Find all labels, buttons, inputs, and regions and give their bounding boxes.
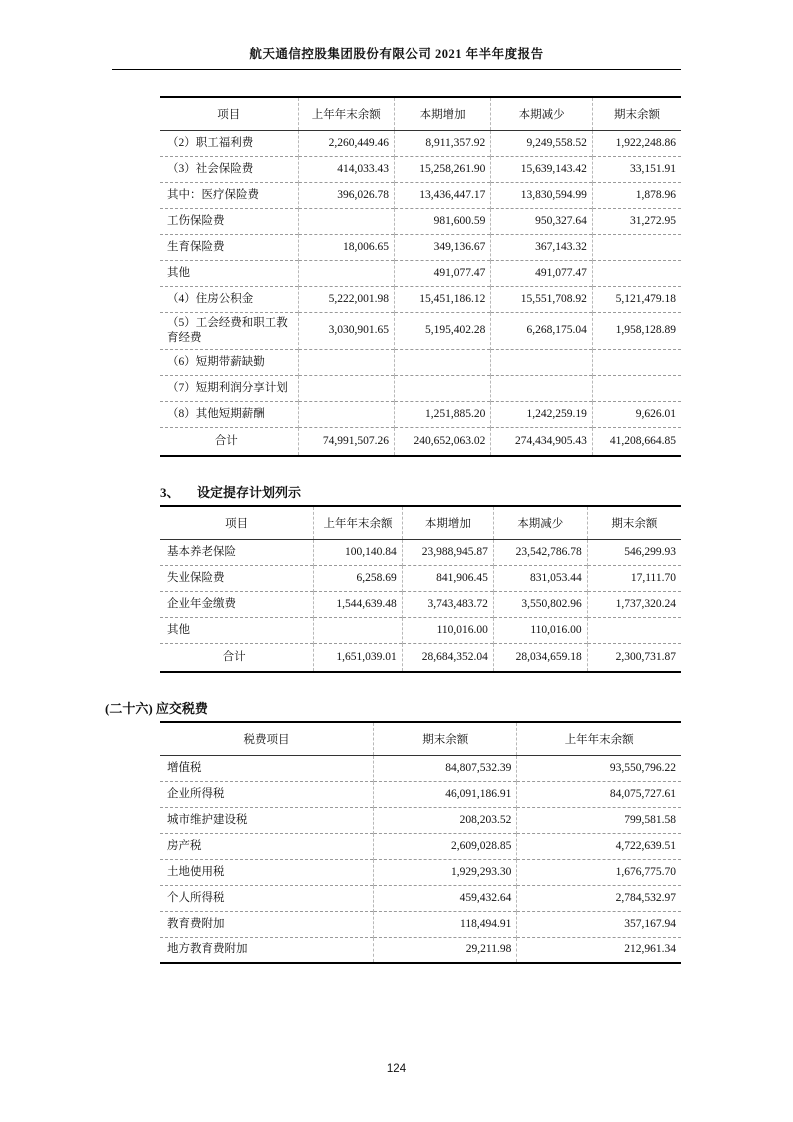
cell-value: 3,030,901.65 (298, 312, 394, 349)
cell-value: 93,550,796.22 (517, 755, 681, 781)
row-label: （8）其他短期薪酬 (160, 401, 298, 427)
cell-value: 23,542,786.78 (493, 539, 587, 565)
row-label: 基本养老保险 (167, 545, 236, 558)
cell-value: 2,260,449.46 (298, 130, 394, 156)
cell-value: 208,203.52 (374, 807, 517, 833)
table-row (160, 234, 681, 260)
cell-value: 33,151.91 (592, 156, 681, 182)
cell-value: 491,077.47 (394, 260, 490, 286)
section-heading-taxes-payable: (二十六) 应交税费 (105, 701, 208, 716)
cell-value (314, 617, 403, 643)
cell-value: 110,016.00 (493, 617, 587, 643)
cell-value: 546,299.93 (587, 539, 681, 565)
cell-value: 274,434,905.43 (491, 427, 593, 456)
column-header: 期末余额 (374, 722, 517, 755)
column-header: 本期减少 (491, 97, 593, 130)
total-row (160, 643, 681, 672)
cell-value: 5,121,479.18 (592, 286, 681, 312)
cell-value: 84,075,727.61 (517, 781, 681, 807)
header-rule (112, 69, 681, 70)
table-row (160, 260, 681, 286)
taxes-payable-table (160, 721, 681, 964)
cell-value (592, 234, 681, 260)
cell-value: 2,300,731.87 (587, 643, 681, 672)
row-label: 失业保险费 (160, 565, 314, 591)
row-label: 个人所得税 (160, 885, 374, 911)
column-header: 税费项目 (160, 722, 374, 755)
page-number: 124 (386, 1063, 407, 1075)
row-label: （4）住房公积金 (160, 286, 298, 312)
cell-value (394, 375, 490, 401)
cell-value: 84,807,532.39 (374, 755, 517, 781)
table-row (160, 937, 681, 963)
row-label: 企业所得税 (160, 781, 374, 807)
cell-value: 23,988,945.87 (402, 539, 493, 565)
column-header: 上年年末余额 (298, 97, 394, 130)
cell-value: 8,911,357.92 (394, 130, 490, 156)
cell-value: 4,722,639.51 (517, 833, 681, 859)
table-row (160, 617, 681, 643)
column-header: 项目 (160, 97, 298, 130)
row-label: 其中：医疗保险费 (160, 182, 298, 208)
table-row (160, 807, 681, 833)
cell-value (491, 375, 593, 401)
cell-value: 831,053.44 (493, 565, 587, 591)
cell-value: 357,167.94 (517, 911, 681, 937)
cell-value: 1,544,639.48 (314, 591, 403, 617)
cell-value: 28,034,659.18 (493, 643, 587, 672)
row-label: （2）职工福利费 (167, 136, 254, 149)
table-row (160, 182, 681, 208)
cell-value: 981,600.59 (394, 208, 490, 234)
cell-value: 491,077.47 (491, 260, 593, 286)
cell-value (587, 617, 681, 643)
cell-value: 1,251,885.20 (394, 401, 490, 427)
cell-value (592, 260, 681, 286)
defined-contribution-table (160, 505, 681, 673)
table-row (160, 565, 681, 591)
row-label: 土地使用税 (160, 859, 374, 885)
cell-value: 1,737,320.24 (587, 591, 681, 617)
cell-value: 29,211.98 (374, 937, 517, 963)
column-header: 期末余额 (592, 97, 681, 130)
cell-value: 240,652,063.02 (394, 427, 490, 456)
section-heading-defined-contribution (160, 484, 793, 502)
header-row (160, 97, 681, 130)
row-label: 其他 (160, 617, 314, 643)
row-label: 工伤保险费 (160, 208, 298, 234)
cell-value: 5,195,402.28 (394, 312, 490, 349)
column-header: 本期增加 (402, 506, 493, 539)
cell-value (298, 401, 394, 427)
row-label: 企业年金缴费 (160, 591, 314, 617)
cell-value: 799,581.58 (517, 807, 681, 833)
cell-value: 6,268,175.04 (491, 312, 593, 349)
table-row (160, 375, 681, 401)
cell-value: 15,551,708.92 (491, 286, 593, 312)
table-row (160, 781, 681, 807)
column-header: 上年年末余额 (517, 722, 681, 755)
cell-value: 13,436,447.17 (394, 182, 490, 208)
cell-value: 841,906.45 (402, 565, 493, 591)
row-label: 其他 (160, 260, 298, 286)
cell-value: 17,111.70 (587, 565, 681, 591)
cell-value: 5,222,001.98 (298, 286, 394, 312)
cell-value (298, 260, 394, 286)
row-label: （7）短期利润分享计划 (160, 375, 298, 401)
section-title: 设定提存计划列示 (197, 485, 302, 500)
column-header: 期末余额 (587, 506, 681, 539)
cell-value: 31,272.95 (592, 208, 681, 234)
salary-payable-table (160, 96, 681, 457)
row-label: （5）工会经费和职工教育经费 (160, 312, 298, 349)
cell-value: 18,006.65 (298, 234, 394, 260)
cell-value: 3,743,483.72 (402, 591, 493, 617)
cell-value: 459,432.64 (374, 885, 517, 911)
table-row (160, 591, 681, 617)
row-label: 城市维护建设税 (160, 807, 374, 833)
column-header: 本期减少 (493, 506, 587, 539)
table-row (160, 755, 681, 781)
header-row (160, 506, 681, 539)
row-label: 增值税 (167, 761, 202, 774)
cell-value: 46,091,186.91 (374, 781, 517, 807)
cell-value: 28,684,352.04 (402, 643, 493, 672)
cell-value (298, 375, 394, 401)
table-row (160, 156, 681, 182)
cell-value (491, 349, 593, 375)
cell-value: 396,026.78 (298, 182, 394, 208)
cell-value: 1,651,039.01 (314, 643, 403, 672)
cell-value: 3,550,802.96 (493, 591, 587, 617)
row-label: 教育费附加 (160, 911, 374, 937)
cell-value (298, 208, 394, 234)
row-label: 生育保险费 (160, 234, 298, 260)
cell-value (394, 349, 490, 375)
cell-value: 2,784,532.97 (517, 885, 681, 911)
cell-value: 41,208,664.85 (592, 427, 681, 456)
row-label: 房产税 (160, 833, 374, 859)
cell-value: 9,626.01 (592, 401, 681, 427)
cell-value: 118,494.91 (374, 911, 517, 937)
table-row (160, 833, 681, 859)
table-row (160, 208, 681, 234)
table-row (160, 859, 681, 885)
cell-value: 414,033.43 (298, 156, 394, 182)
cell-value: 1,676,775.70 (517, 859, 681, 885)
table-row (160, 911, 681, 937)
table-row (160, 312, 681, 349)
table-row (160, 286, 681, 312)
cell-value: 1,922,248.86 (592, 130, 681, 156)
header-row (160, 722, 681, 755)
cell-value: 110,016.00 (402, 617, 493, 643)
row-label: （3）社会保险费 (160, 156, 298, 182)
cell-value: 15,639,143.42 (491, 156, 593, 182)
column-header: 上年年末余额 (314, 506, 403, 539)
page-header-title: 航天通信控股集团股份有限公司 2021 年半年度报告 (249, 47, 544, 61)
section-number: 3、 (160, 485, 180, 500)
cell-value: 15,451,186.12 (394, 286, 490, 312)
table-row (160, 349, 681, 375)
table-row (160, 539, 681, 565)
row-label: 地方教育费附加 (160, 937, 374, 963)
row-label: （6）短期带薪缺勤 (160, 349, 298, 375)
cell-value: 349,136.67 (394, 234, 490, 260)
cell-value: 1,958,128.89 (592, 312, 681, 349)
cell-value: 6,258.69 (314, 565, 403, 591)
row-label: 合计 (160, 427, 298, 456)
cell-value: 212,961.34 (517, 937, 681, 963)
cell-value: 1,878.96 (592, 182, 681, 208)
cell-value (298, 349, 394, 375)
table-row (160, 130, 681, 156)
cell-value: 367,143.32 (491, 234, 593, 260)
table-row (160, 401, 681, 427)
row-label: 合计 (160, 643, 314, 672)
cell-value (592, 375, 681, 401)
cell-value (592, 349, 681, 375)
total-row (160, 427, 681, 456)
cell-value: 100,140.84 (314, 539, 403, 565)
cell-value: 15,258,261.90 (394, 156, 490, 182)
column-header: 本期增加 (394, 97, 490, 130)
table-row (160, 885, 681, 911)
cell-value: 9,249,558.52 (491, 130, 593, 156)
column-header: 项目 (160, 506, 314, 539)
cell-value: 950,327.64 (491, 208, 593, 234)
cell-value: 74,991,507.26 (298, 427, 394, 456)
cell-value: 1,242,259.19 (491, 401, 593, 427)
cell-value: 13,830,594.99 (491, 182, 593, 208)
cell-value: 2,609,028.85 (374, 833, 517, 859)
cell-value: 1,929,293.30 (374, 859, 517, 885)
